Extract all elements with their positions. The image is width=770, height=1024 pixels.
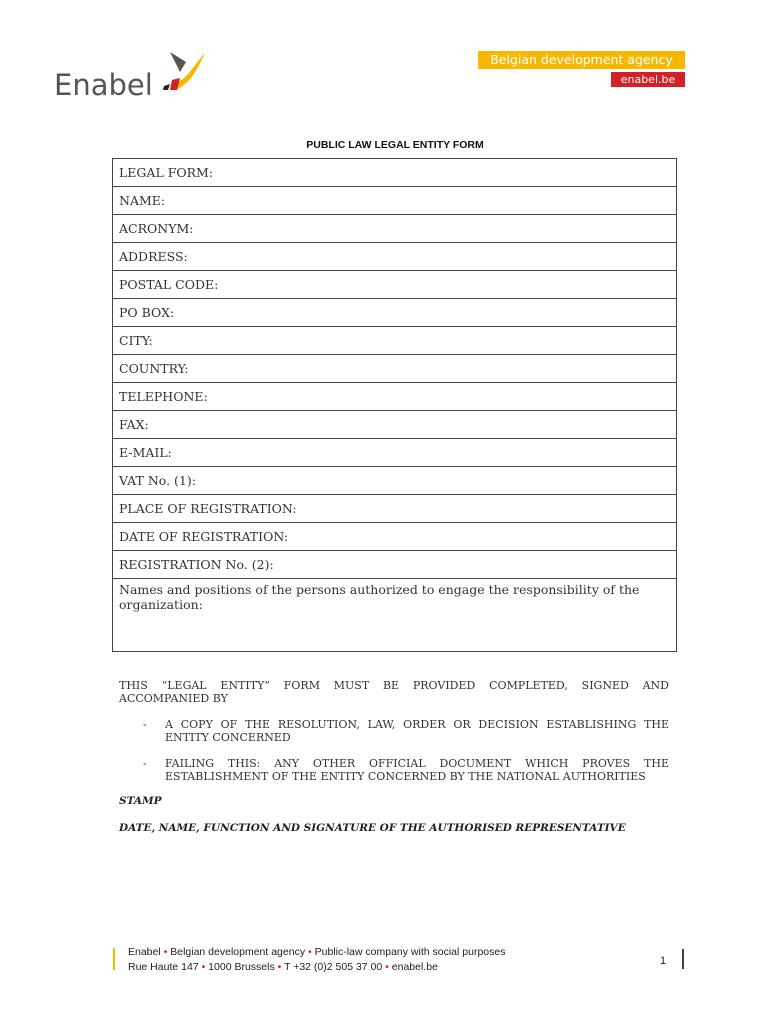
footer-text: Belgian development agency <box>170 946 306 958</box>
form-field[interactable]: REGISTRATION No. (2): <box>113 551 677 579</box>
form-row <box>113 271 677 299</box>
intro-text: THIS “LEGAL ENTITY” FORM MUST BE PROVIDED COMPLETED, SIGNED AND ACCOMPANIED BY <box>119 679 669 705</box>
form-field[interactable]: ACRONYM: <box>113 215 677 243</box>
footer-text: 1000 Brussels <box>208 960 275 973</box>
form-row <box>113 355 677 383</box>
agency-tagline-badge: Belgian development agency <box>478 51 685 69</box>
page-title: PUBLIC LAW LEGAL ENTITY FORM <box>306 139 484 151</box>
separator-dot: • <box>163 946 168 958</box>
form-field[interactable]: ADDRESS: <box>113 243 677 271</box>
instructions <box>119 679 669 835</box>
separator-dot: • <box>385 960 389 973</box>
form-field[interactable]: TELEPHONE: <box>113 383 677 411</box>
form-row <box>113 383 677 411</box>
form-row <box>113 299 677 327</box>
form-row <box>113 187 677 215</box>
footer-text: Public-law company with social purposes <box>314 946 506 958</box>
form-field[interactable]: PO BOX: <box>113 299 677 327</box>
enabel-logo: Enabel <box>54 68 153 102</box>
footer-text: enabel.be <box>391 960 438 973</box>
separator-dot: • <box>277 960 282 973</box>
footer-accent-bar <box>113 948 115 970</box>
form-row <box>113 411 677 439</box>
form-row <box>113 551 677 579</box>
form-field[interactable]: NAME: <box>113 187 677 215</box>
entity-form-table <box>112 158 677 652</box>
footer-text: Enabel <box>128 946 161 958</box>
form-row <box>113 327 677 355</box>
form-field[interactable]: LEGAL FORM: <box>113 159 677 187</box>
form-field[interactable]: COUNTRY: <box>113 355 677 383</box>
separator-dot: • <box>308 946 312 958</box>
form-row <box>113 523 677 551</box>
signature-label: DATE, NAME, FUNCTION AND SIGNATURE OF THE AUTHORISED REPRESENTATIVE <box>119 822 626 834</box>
stamp-label: STAMP <box>119 795 162 807</box>
bullet-marker: - <box>143 757 147 770</box>
bullet-marker: - <box>143 718 147 731</box>
bullet-text: A COPY OF THE RESOLUTION, LAW, ORDER OR DECISION ESTABLISHING THE ENTITY CONCERNED <box>165 718 669 744</box>
form-row <box>113 439 677 467</box>
footer-text: Rue Haute 147 <box>128 960 199 973</box>
bullet-text: FAILING THIS: ANY OTHER OFFICIAL DOCUMENT WHICH PROVES THE ESTABLISHMENT OF THE ENTITY CONCERNED BY THE NATIONAL AUTHORITIES <box>165 757 669 783</box>
bullet-item <box>119 757 669 783</box>
form-field[interactable]: Names and positions of the persons authorized to engage the responsibility of the organization: <box>113 579 677 652</box>
page-number: 1 <box>660 955 667 967</box>
footer-line-1 <box>128 945 505 960</box>
bullet-item <box>119 718 669 744</box>
form-field[interactable]: DATE OF REGISTRATION: <box>113 523 677 551</box>
form-row <box>113 159 677 187</box>
form-field[interactable]: CITY: <box>113 327 677 355</box>
form-row <box>113 467 677 495</box>
form-field[interactable]: POSTAL CODE: <box>113 271 677 299</box>
form-row <box>113 215 677 243</box>
footer-text: T +32 (0)2 505 37 00 <box>284 960 383 973</box>
website-badge: enabel.be <box>611 72 685 87</box>
form-row <box>113 579 677 652</box>
separator-dot: • <box>201 960 206 973</box>
form-field[interactable]: PLACE OF REGISTRATION: <box>113 495 677 523</box>
footer-line-2 <box>128 960 505 975</box>
page-number-bar <box>682 949 684 969</box>
form-field[interactable]: VAT No. (1): <box>113 467 677 495</box>
form-field[interactable]: E-MAIL: <box>113 439 677 467</box>
form-row <box>113 243 677 271</box>
footer <box>128 945 505 974</box>
form-row <box>113 495 677 523</box>
form-field[interactable]: FAX: <box>113 411 677 439</box>
enabel-bird-logo-icon <box>160 50 210 110</box>
